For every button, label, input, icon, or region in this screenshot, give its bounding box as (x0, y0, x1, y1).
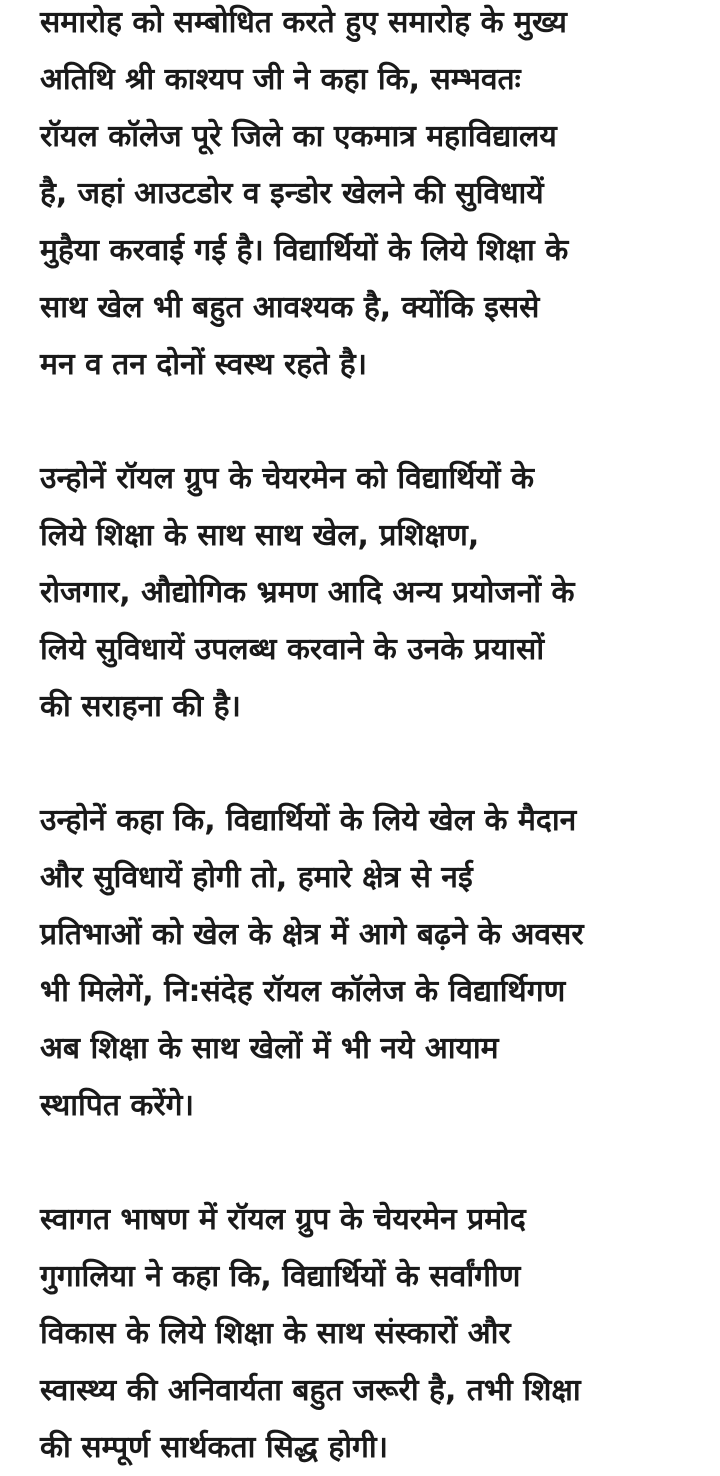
text-line: स्वागत भाषण में रॉयल ग्रुप के चेयरमेन प्रमोद (40, 1202, 526, 1237)
paragraph-4 (40, 1191, 690, 1476)
text-line: लिये सुविधायें उपलब्ध करवाने के उनके प्रयासों (40, 632, 545, 667)
article-body (40, 0, 690, 1476)
text-line: लिये शिक्षा के साथ साथ खेल, प्रशिक्षण, (40, 518, 480, 553)
text-line: स्थापित करेंगे। (40, 1088, 194, 1123)
text-line: अब शिक्षा के साथ खेलों में भी नये आयाम (40, 1031, 499, 1066)
text-line: की सराहना की है। (40, 689, 241, 724)
text-line: विकास के लिये शिक्षा के साथ संस्कारों और (40, 1316, 511, 1351)
text-line: साथ खेल भी बहुत आवश्यक है, क्योंकि इससे (40, 290, 540, 325)
text-line: की सम्पूर्ण सार्थकता सिद्ध होगी। (40, 1430, 389, 1465)
paragraph-3 (40, 792, 690, 1134)
text-line: उन्होनें रॉयल ग्रुप के चेयरमेन को विद्यार्थियों के (40, 461, 535, 496)
text-line: अतिथि श्री काश्यप जी ने कहा कि, सम्भवतः (40, 62, 521, 97)
text-line: प्रतिभाओं को खेल के क्षेत्र में आगे बढ़ने के अवसर (40, 917, 584, 952)
text-line: मुहैया करवाई गई है। विद्यार्थियों के लिये शिक्षा के (40, 233, 569, 268)
text-line: और सुविधायें होगी तो, हमारे क्षेत्र से नई (40, 860, 473, 895)
text-line: स्वास्थ्य की अनिवार्यता बहुत जरूरी है, तभी शिक्षा (40, 1373, 581, 1408)
text-line: उन्होनें कहा कि, विद्यार्थियों के लिये खेल के मैदान (40, 803, 577, 838)
text-line: है, जहां आउटडोर व इन्डोर खेलने की सुविधायें (40, 176, 544, 211)
text-line: भी मिलेगें, नि:संदेह रॉयल कॉलेज के विद्यार्थिगण (40, 974, 566, 1009)
paragraph-1 (40, 0, 690, 393)
paragraph-2 (40, 450, 690, 735)
text-line: गुगालिया ने कहा कि, विद्यार्थियों के सर्वांगीण (40, 1259, 521, 1294)
text-line: समारोह को सम्बोधित करते हुए समारोह के मुख्य (40, 5, 567, 40)
text-line: रोजगार, औद्योगिक भ्रमण आदि अन्य प्रयोजनों के (40, 575, 575, 610)
text-line: मन व तन दोनों स्वस्थ रहते है। (40, 347, 367, 382)
text-line: रॉयल कॉलेज पूरे जिले का एकमात्र महाविद्यालय (40, 119, 557, 154)
